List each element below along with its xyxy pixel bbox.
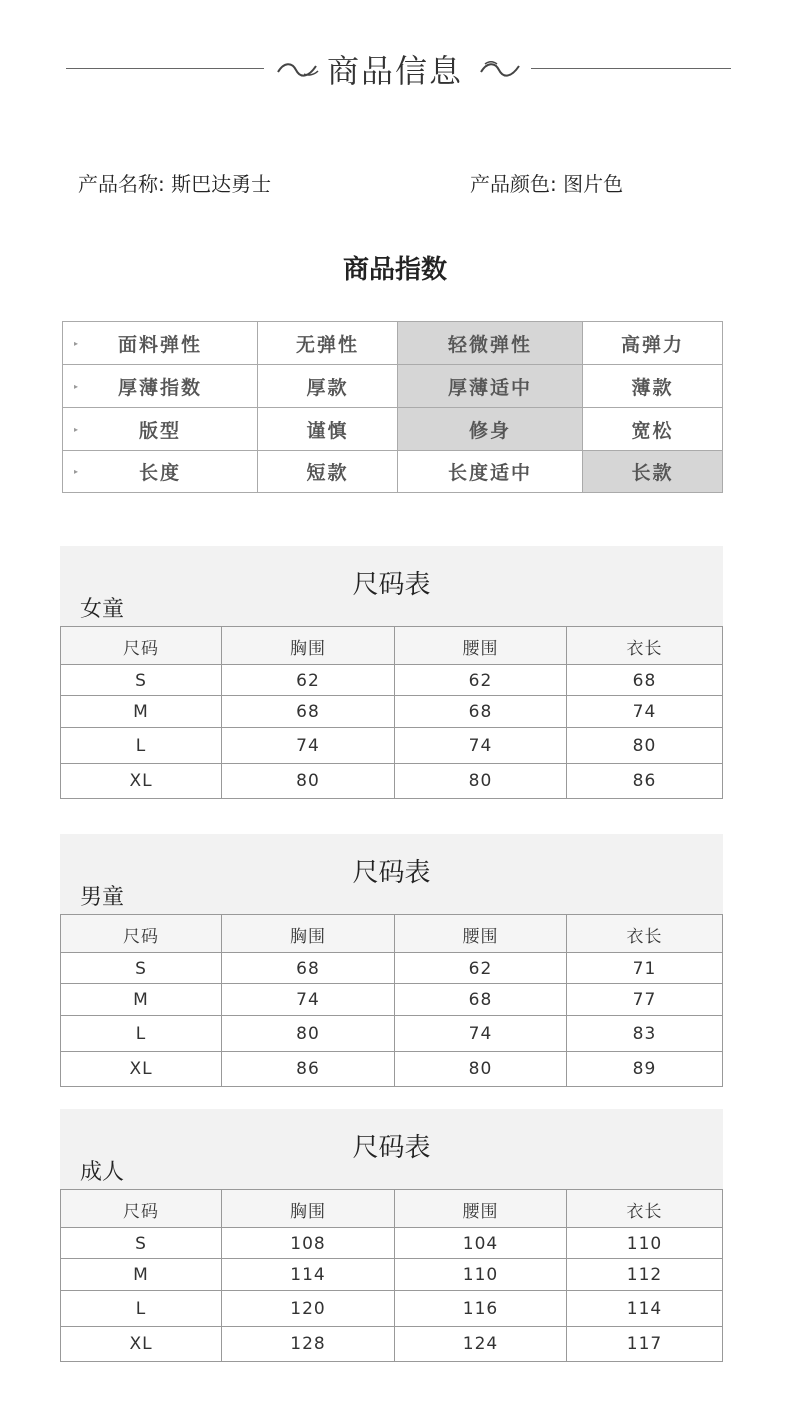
column-header: 尺码 (61, 627, 222, 665)
size-table-section (60, 834, 723, 1087)
table-cell: 124 (395, 1327, 567, 1361)
index-option-selected (398, 408, 583, 451)
size-table-title: 尺码表 (352, 570, 431, 600)
table-cell: 120 (222, 1291, 395, 1327)
table-cell: L (61, 1291, 222, 1327)
table-cell: 71 (632, 958, 657, 979)
column-header: 胸围 (222, 1190, 395, 1228)
table-cell: 62 (222, 665, 395, 696)
size-table-section (60, 1109, 723, 1362)
table-cell: 128 (222, 1327, 395, 1361)
column-header: 腰围 (395, 915, 567, 953)
table-header-row (61, 627, 722, 665)
table-row (61, 1327, 722, 1361)
table-cell: 80 (222, 1016, 395, 1052)
index-option (258, 322, 398, 365)
index-cell-text: 短款 (306, 462, 349, 484)
table-cell: 62 (395, 953, 567, 984)
column-header: 衣长 (626, 1201, 663, 1222)
index-cell-text: 薄款 (631, 376, 674, 399)
column-header: 腰围 (395, 1190, 567, 1228)
table-row (61, 953, 722, 984)
table-cell: 108 (222, 1228, 395, 1259)
table-cell: 80 (395, 764, 567, 798)
table-cell: L (61, 728, 222, 764)
column-header: 胸围 (222, 915, 395, 953)
index-option (583, 408, 722, 451)
table-row (61, 1052, 722, 1086)
index-cell-text: 修身 (468, 419, 511, 442)
index-row-label (63, 322, 258, 365)
page-title: 商品信息 (326, 52, 463, 90)
bullet-arrow-icon: ▸ (74, 467, 79, 476)
table-cell: M (61, 696, 222, 728)
header-right-rule (531, 68, 731, 69)
index-cell-text: 面料弹性 (117, 333, 202, 356)
table-cell: 112 (626, 1265, 663, 1285)
column-header: 腰围 (395, 627, 567, 665)
table-cell: 110 (626, 1233, 663, 1254)
table-cell: M (61, 1259, 222, 1291)
table-row (61, 764, 722, 798)
table-cell: 68 (395, 984, 567, 1016)
size-group-label: 男童 (80, 885, 125, 910)
index-row-label (63, 451, 258, 492)
column-header: 衣长 (626, 926, 663, 947)
column-header: 衣长 (626, 638, 663, 659)
index-cell-text: 长度适中 (447, 462, 532, 484)
bullet-arrow-icon: ▸ (74, 338, 79, 348)
table-header-row (61, 1190, 722, 1228)
index-title: 商品指数 (342, 255, 447, 285)
size-table-section (60, 546, 723, 799)
table-cell: S (61, 953, 222, 984)
table-cell: 80 (632, 736, 657, 756)
table-row (61, 1228, 722, 1259)
column-header: 尺码 (61, 915, 222, 953)
product-index-grid (62, 321, 723, 493)
table-cell: 74 (395, 1016, 567, 1052)
table-header-row (61, 915, 722, 953)
table-row (61, 665, 722, 696)
size-group-label: 女童 (80, 597, 125, 622)
index-cell-text: 版型 (138, 419, 181, 442)
index-cell-text: 宽松 (631, 419, 674, 442)
table-row (61, 696, 722, 728)
product-color: 产品颜色: 图片色 (470, 172, 624, 196)
table-cell: 68 (632, 670, 657, 691)
table-cell: S (61, 665, 222, 696)
index-cell-text: 无弹性 (295, 333, 359, 356)
table-cell: 110 (395, 1259, 567, 1291)
index-cell-text: 长度 (138, 462, 181, 484)
size-table (60, 626, 723, 799)
table-cell: XL (61, 764, 222, 798)
index-option-selected (583, 451, 722, 492)
size-table-title: 尺码表 (352, 1133, 431, 1163)
table-cell: 86 (632, 771, 657, 791)
bullet-arrow-icon: ▸ (74, 381, 79, 391)
table-row (61, 984, 722, 1016)
table-cell: 80 (222, 764, 395, 798)
bullet-arrow-icon: ▸ (74, 424, 79, 434)
table-cell: M (61, 984, 222, 1016)
table-cell: 62 (395, 665, 567, 696)
index-cell-text: 长款 (631, 462, 674, 484)
index-cell-text: 高弹力 (620, 333, 684, 356)
table-cell: 74 (222, 984, 395, 1016)
column-header: 尺码 (61, 1190, 222, 1228)
index-cell-text: 厚款 (306, 376, 349, 399)
size-group-label: 成人 (80, 1160, 125, 1185)
index-cell-text: 谨慎 (306, 419, 349, 442)
table-row (61, 728, 722, 764)
table-row (61, 1291, 722, 1327)
table-cell: 116 (395, 1291, 567, 1327)
index-option (398, 451, 583, 492)
table-cell: S (61, 1228, 222, 1259)
column-header: 胸围 (222, 627, 395, 665)
table-row (61, 1259, 722, 1291)
table-cell: 74 (222, 728, 395, 764)
table-cell: 74 (395, 728, 567, 764)
table-cell: 74 (632, 702, 657, 722)
table-cell: L (61, 1016, 222, 1052)
table-cell: 80 (395, 1052, 567, 1086)
table-cell: XL (61, 1327, 222, 1361)
table-cell: 86 (222, 1052, 395, 1086)
table-cell: 114 (626, 1299, 663, 1319)
index-row-label (63, 408, 258, 451)
index-row-label (63, 365, 258, 408)
table-cell: XL (61, 1052, 222, 1086)
size-table-title: 尺码表 (352, 858, 431, 888)
index-option-selected (398, 322, 583, 365)
table-cell: 114 (222, 1259, 395, 1291)
index-option-selected (398, 365, 583, 408)
table-cell: 68 (222, 696, 395, 728)
table-row (61, 1016, 722, 1052)
index-cell-text: 厚薄适中 (447, 376, 532, 399)
table-cell: 117 (626, 1334, 663, 1354)
index-cell-text: 轻微弹性 (447, 333, 532, 356)
table-cell: 68 (395, 696, 567, 728)
index-cell-text: 厚薄指数 (117, 376, 202, 399)
size-table (60, 1189, 723, 1362)
index-option (258, 408, 398, 451)
table-cell: 104 (395, 1228, 567, 1259)
table-cell: 77 (632, 990, 657, 1010)
index-option (583, 365, 722, 408)
swirl-ornament-right (477, 58, 525, 80)
table-cell: 83 (632, 1024, 657, 1044)
size-table (60, 914, 723, 1087)
table-cell: 68 (222, 953, 395, 984)
table-cell: 89 (632, 1059, 657, 1079)
index-option (258, 365, 398, 408)
product-name: 产品名称: 斯巴达勇士 (78, 172, 272, 196)
index-option (583, 322, 722, 365)
index-option (258, 451, 398, 492)
